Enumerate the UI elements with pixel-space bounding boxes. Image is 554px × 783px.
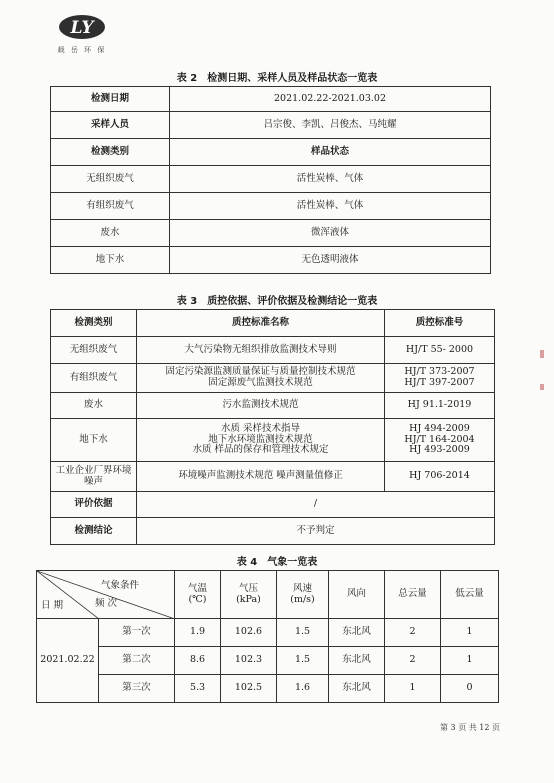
standard-name: 环境噪声监测技术规范 噪声测量值修正 bbox=[178, 470, 343, 482]
pressure-cell: 102.6 bbox=[221, 619, 277, 647]
t3-header-category: 检测类别 bbox=[51, 310, 137, 337]
table-row bbox=[51, 247, 491, 274]
total-cloud-cell: 2 bbox=[385, 619, 441, 647]
corner-bottom-label: 日 期 bbox=[41, 600, 64, 611]
standard-name-cell bbox=[137, 462, 385, 492]
freq-cell: 第二次 bbox=[99, 647, 175, 675]
standard-name: 污水监测技术规范 bbox=[222, 399, 299, 411]
table-row bbox=[37, 619, 499, 647]
category-cell: 地下水 bbox=[51, 247, 170, 274]
standard-code-cell bbox=[385, 419, 495, 462]
standard-name-cell bbox=[137, 364, 385, 393]
standard-code: HJ 706-2014 bbox=[409, 470, 470, 482]
table-row bbox=[51, 364, 495, 393]
standard-name: 固定源废气监测技术规范 bbox=[208, 377, 313, 388]
corner-top-label: 气象条件 bbox=[101, 580, 140, 591]
category-cell: 地下水 bbox=[51, 419, 137, 462]
standard-code: HJ 493-2009 bbox=[409, 444, 470, 456]
category-cell: 工业企业厂界环境噪声 bbox=[51, 462, 137, 492]
header-total-cloud: 总云量 bbox=[385, 571, 441, 619]
header-low-cloud: 低云量 bbox=[441, 571, 499, 619]
table4-caption: 表 4 气象一览表 bbox=[236, 557, 318, 568]
freq-cell: 第一次 bbox=[99, 619, 175, 647]
date-label: 检测日期 bbox=[51, 87, 170, 112]
standard-code: HJ 91.1-2019 bbox=[407, 399, 472, 411]
standard-name: 水质 样品的保存和管理技术规定 bbox=[192, 444, 329, 456]
seal-edge-mark bbox=[540, 350, 544, 358]
header-temp: 气温 (℃) bbox=[175, 571, 221, 619]
date-value: 2021.02.22-2021.03.02 bbox=[170, 87, 491, 112]
standard-code: HJ/T 397-2007 bbox=[404, 377, 475, 388]
category-cell: 有组织废气 bbox=[51, 193, 170, 220]
brand-name: 载 岳 环 保 bbox=[57, 46, 107, 54]
category-cell: 无组织废气 bbox=[51, 337, 137, 364]
category-header: 检测类别 bbox=[51, 139, 170, 166]
low-cloud-cell: 1 bbox=[441, 647, 499, 675]
table3-caption: 表 3 质控依据、评价依据及检测结论一览表 bbox=[176, 296, 378, 307]
table-row bbox=[51, 462, 495, 492]
table-row bbox=[51, 419, 495, 462]
table4 bbox=[36, 570, 499, 703]
total-cloud-cell: 2 bbox=[385, 647, 441, 675]
standard-code: HJ 494-2009 bbox=[409, 422, 470, 434]
table-row bbox=[37, 675, 499, 703]
table-row bbox=[51, 393, 495, 419]
low-cloud-cell: 0 bbox=[441, 675, 499, 703]
state-cell: 无色透明液体 bbox=[170, 247, 491, 274]
category-cell: 无组织废气 bbox=[51, 166, 170, 193]
freq-cell: 第三次 bbox=[99, 675, 175, 703]
t3-header-name: 质控标准名称 bbox=[137, 310, 385, 337]
direction-cell: 东北风 bbox=[329, 647, 385, 675]
table-row bbox=[51, 193, 491, 220]
standard-code: HJ/T 55- 2000 bbox=[405, 343, 474, 355]
category-cell: 有组织废气 bbox=[51, 364, 137, 393]
sampler-label: 采样人员 bbox=[51, 112, 170, 139]
corner-mid-label: 频 次 bbox=[95, 598, 118, 609]
pressure-cell: 102.5 bbox=[221, 675, 277, 703]
sampler-value: 吕宗俊、李凯、吕俊杰、马纯耀 bbox=[170, 112, 491, 139]
temp-cell: 1.9 bbox=[175, 619, 221, 647]
table-row bbox=[51, 337, 495, 364]
temp-cell: 8.6 bbox=[175, 647, 221, 675]
eval-value: / bbox=[137, 492, 495, 518]
standard-name-cell bbox=[137, 337, 385, 364]
standard-name: 固定污染源监测质量保证与质量控制技术规范 bbox=[165, 366, 356, 378]
state-cell: 微浑液体 bbox=[170, 220, 491, 247]
standard-code-cell bbox=[385, 462, 495, 492]
eval-label: 评价依据 bbox=[51, 492, 137, 518]
table2-caption: 表 2 检测日期、采样人员及样品状态一览表 bbox=[176, 73, 378, 84]
standard-name: 地下水环境监测技术规范 bbox=[208, 433, 313, 445]
pressure-cell: 102.3 bbox=[221, 647, 277, 675]
t3-header-code: 质控标准号 bbox=[385, 310, 495, 337]
table2 bbox=[50, 86, 491, 274]
table-row bbox=[51, 220, 491, 247]
category-cell: 废水 bbox=[51, 393, 137, 419]
standard-code-cell bbox=[385, 393, 495, 419]
table-row bbox=[51, 166, 491, 193]
direction-cell: 东北风 bbox=[329, 675, 385, 703]
standard-name: 水质 采样技术指导 bbox=[220, 422, 301, 434]
seal-edge-mark bbox=[540, 384, 544, 390]
date-cell: 2021.02.22 bbox=[37, 619, 99, 703]
standard-name-cell bbox=[137, 393, 385, 419]
corner-header-cell bbox=[37, 571, 175, 619]
standard-name-cell bbox=[137, 419, 385, 462]
standard-code: HJ/T 164-2004 bbox=[404, 433, 475, 445]
company-logo bbox=[52, 14, 112, 55]
speed-cell: 1.5 bbox=[277, 647, 329, 675]
state-cell: 活性炭棒、气体 bbox=[170, 193, 491, 220]
table3 bbox=[50, 309, 495, 545]
page-number: 第 3 页 共 12 页 bbox=[440, 723, 500, 732]
speed-cell: 1.5 bbox=[277, 619, 329, 647]
standard-name: 大气污染物无组织排放监测技术导则 bbox=[184, 343, 337, 355]
state-header: 样品状态 bbox=[170, 139, 491, 166]
table-row bbox=[37, 647, 499, 675]
header-speed: 风速 (m/s) bbox=[277, 571, 329, 619]
header-direction: 风向 bbox=[329, 571, 385, 619]
standard-code-cell bbox=[385, 337, 495, 364]
speed-cell: 1.6 bbox=[277, 675, 329, 703]
category-cell: 废水 bbox=[51, 220, 170, 247]
standard-code: HJ/T 373-2007 bbox=[404, 366, 475, 378]
total-cloud-cell: 1 bbox=[385, 675, 441, 703]
svg-text:LY: LY bbox=[70, 18, 94, 38]
state-cell: 活性炭棒、气体 bbox=[170, 166, 491, 193]
conclusion-label: 检测结论 bbox=[51, 518, 137, 545]
low-cloud-cell: 1 bbox=[441, 619, 499, 647]
temp-cell: 5.3 bbox=[175, 675, 221, 703]
logo-mark-icon bbox=[58, 14, 106, 40]
header-pressure: 气压 (kPa) bbox=[221, 571, 277, 619]
conclusion-value: 不予判定 bbox=[137, 518, 495, 545]
direction-cell: 东北风 bbox=[329, 619, 385, 647]
standard-code-cell bbox=[385, 364, 495, 393]
